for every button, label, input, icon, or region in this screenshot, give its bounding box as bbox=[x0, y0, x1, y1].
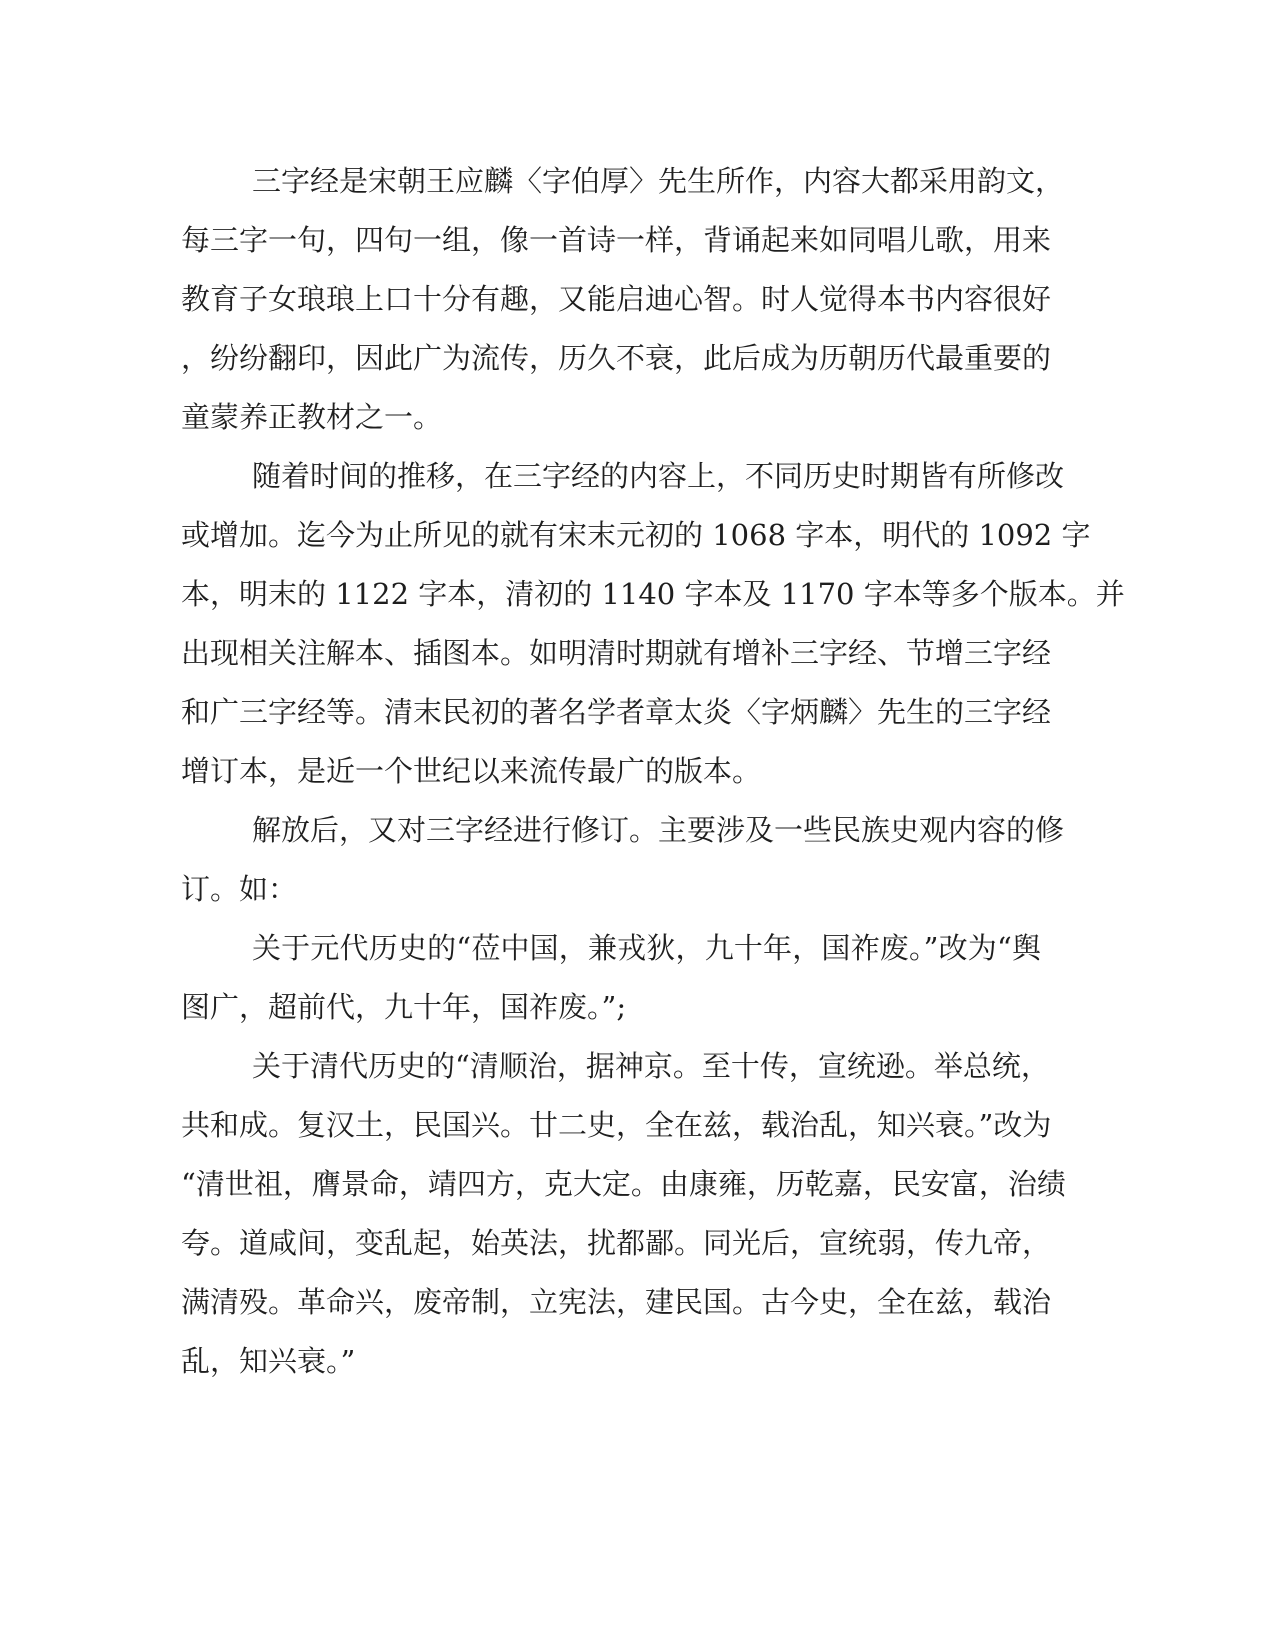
text-line: 共和成。复汉土，民国兴。廿二史，全在兹，载治乱，知兴衰。”改为 bbox=[181, 1108, 1052, 1142]
text-line: 随着时间的推移，在三字经的内容上，不同历史时期皆有所修改 bbox=[252, 459, 1065, 493]
text-line: 关于元代历史的“莅中国，兼戎狄，九十年，国祚废。”改为“舆 bbox=[252, 931, 1041, 965]
text-line: 三字经是宋朝王应麟〈字伯厚〉先生所作，内容大都采用韵文， bbox=[252, 164, 1065, 198]
text-line: 图广，超前代，九十年，国祚废。”; bbox=[181, 990, 627, 1024]
text-line: 每三字一句，四句一组，像一首诗一样，背诵起来如同唱儿歌，用来 bbox=[181, 223, 1052, 257]
text-line: 教育子女琅琅上口十分有趣，又能启迪心智。时人觉得本书内容很好 bbox=[181, 282, 1052, 316]
text-line: 乱，知兴衰。” bbox=[181, 1344, 356, 1378]
text-line: 夸。道咸间，变乱起，始英法，扰都鄙。同光后，宣统弱，传九帝， bbox=[181, 1226, 1052, 1260]
text-line: 或增加。迄今为止所见的就有宋末元初的 1068 字本，明代的 1092 字 bbox=[181, 518, 1091, 552]
text-line: 出现相关注解本、插图本。如明清时期就有增补三字经、节增三字经 bbox=[181, 636, 1052, 670]
text-line: 满清殁。革命兴，废帝制，立宪法，建民国。古今史，全在兹，载治 bbox=[181, 1285, 1052, 1319]
text-line: “清世祖，膺景命，靖四方，克大定。由康雍，历乾嘉，民安富，治绩 bbox=[181, 1167, 1066, 1201]
text-line: 订。如： bbox=[181, 872, 298, 906]
text-line: 关于清代历史的“清顺治，据神京。至十传，宣统逊。举总统， bbox=[252, 1049, 1050, 1083]
text-line: 解放后，又对三字经进行修订。主要涉及一些民族史观内容的修 bbox=[252, 813, 1065, 847]
text-line: 童蒙养正教材之一。 bbox=[181, 400, 443, 434]
text-line: 和广三字经等。清末民初的著名学者章太炎〈字炳麟〉先生的三字经 bbox=[181, 695, 1052, 729]
text-line: 本，明末的 1122 字本，清初的 1140 字本及 1170 字本等多个版本。并 bbox=[181, 577, 1125, 611]
text-line: ，纷纷翻印，因此广为流传，历久不衰，此后成为历朝历代最重要的 bbox=[181, 341, 1052, 375]
body-text bbox=[181, 152, 1125, 1391]
text-line: 增订本，是近一个世纪以来流传最广的版本。 bbox=[181, 754, 762, 788]
